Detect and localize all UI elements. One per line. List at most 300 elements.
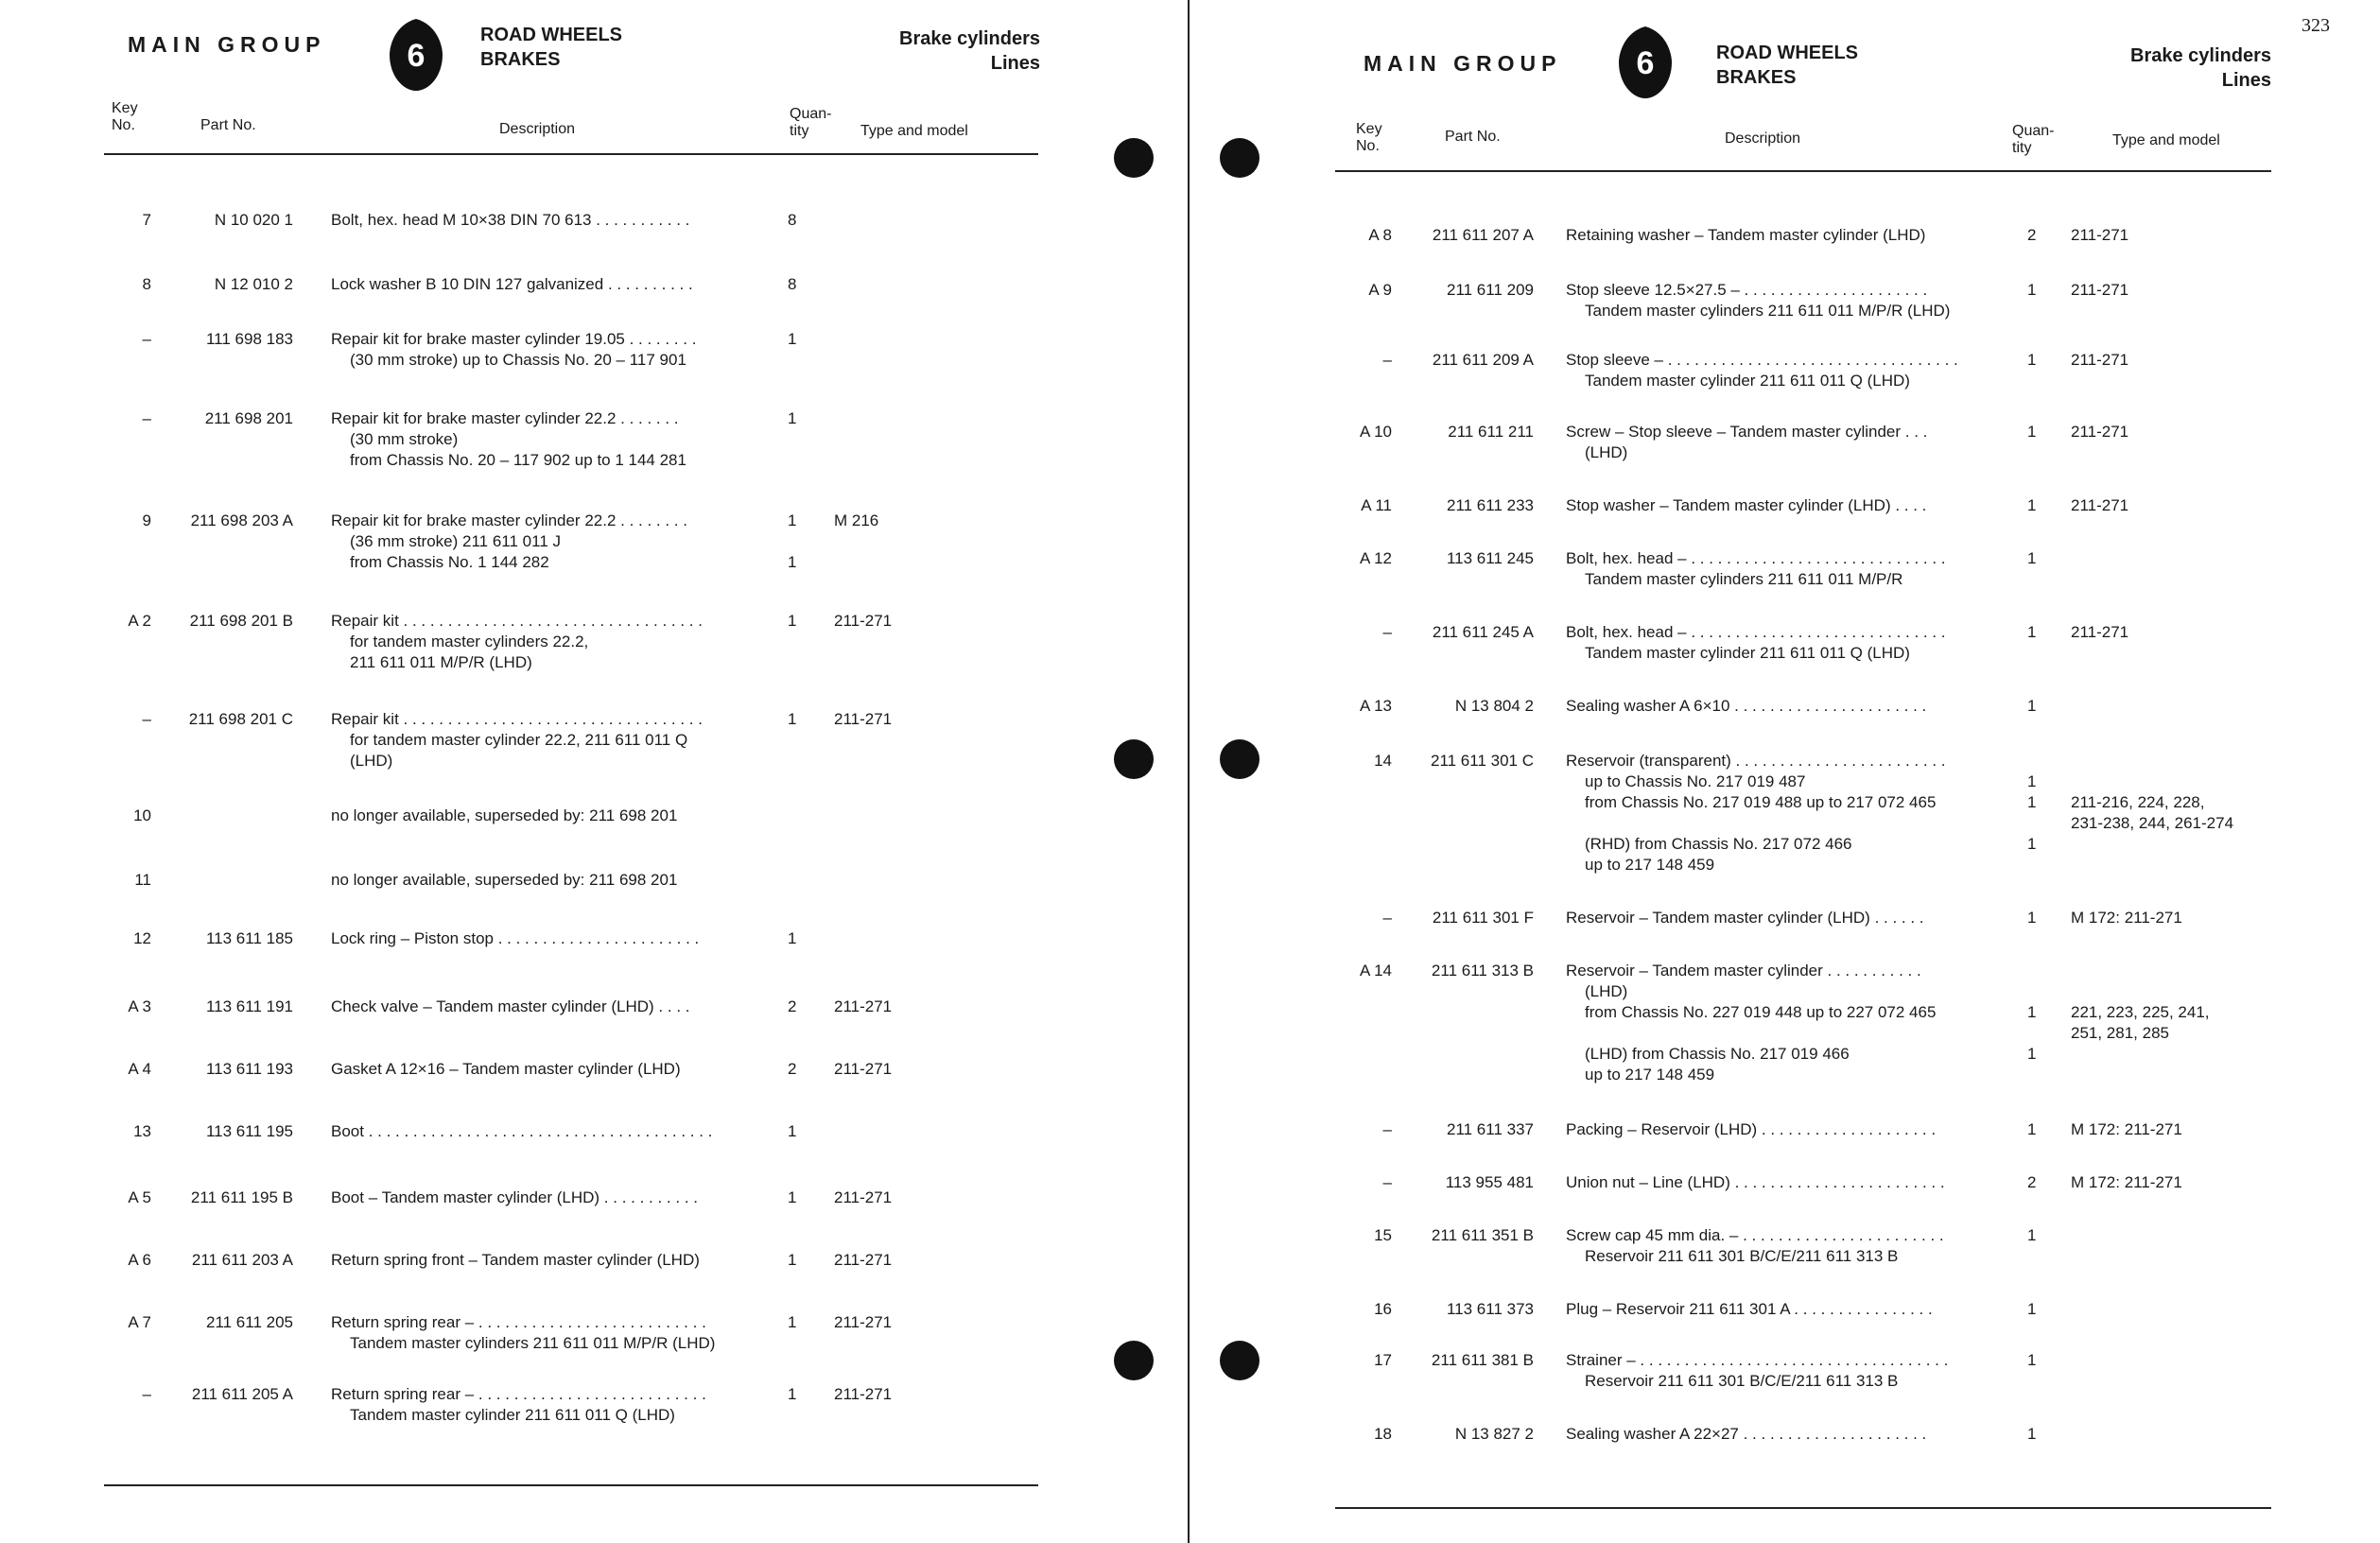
binder-hole bbox=[1114, 138, 1154, 178]
quantity bbox=[788, 1188, 796, 1208]
quantity bbox=[2027, 908, 2036, 928]
description-line: (RHD) from Chassis No. 217 072 466 bbox=[1585, 835, 1852, 853]
type-model bbox=[2071, 225, 2128, 246]
description-line: Tandem master cylinder 211 611 011 Q (LHD) bbox=[1585, 644, 1910, 662]
quantity bbox=[788, 1121, 796, 1142]
quantity-line: 1 bbox=[788, 330, 797, 348]
key-number: 7 bbox=[142, 211, 151, 229]
type-model bbox=[2071, 1172, 2182, 1193]
description-line: Boot . . . . . . . . . . . . . . . . . . . . . . . . . . . . . . . . . . . . . . . bbox=[331, 1122, 713, 1140]
description-line: Repair kit for brake master cylinder 19.05 . . . . . . . . bbox=[331, 330, 697, 348]
description-line: Reservoir – Tandem master cylinder (LHD) . . . . . . bbox=[1566, 909, 1924, 927]
part-number: 211 611 195 B bbox=[190, 1188, 293, 1206]
footer-rule bbox=[1335, 1507, 2271, 1509]
col-key-line: No. bbox=[1356, 138, 1380, 154]
part-number: 113 955 481 bbox=[1445, 1173, 1534, 1191]
description-line: Screw cap 45 mm dia. – . . . . . . . . . . . . . . . . . . . . . . . bbox=[1566, 1226, 1944, 1244]
part-number: 111 698 183 bbox=[205, 330, 293, 348]
description bbox=[331, 274, 693, 295]
col-key-header bbox=[1356, 121, 1382, 155]
description-line: Screw – Stop sleeve – Tandem master cylinder . . . bbox=[1566, 423, 1928, 441]
description-line: Gasket A 12×16 – Tandem master cylinder (LHD) bbox=[331, 1060, 681, 1078]
type-model bbox=[834, 611, 892, 632]
part-number: 113 611 191 bbox=[205, 997, 293, 1015]
quantity-line: 1 bbox=[2027, 496, 2037, 514]
type-model-line: 211-271 bbox=[834, 1385, 893, 1403]
description-line bbox=[1566, 1023, 1936, 1044]
type-model-line: M 172: 211-271 bbox=[2071, 1173, 2182, 1191]
binder-hole bbox=[1114, 739, 1154, 779]
description-line: Tandem master cylinders 211 611 011 M/P/R bbox=[1585, 570, 1903, 588]
header-right-line: Lines bbox=[2221, 70, 2271, 91]
key-number: 18 bbox=[1374, 1425, 1392, 1443]
description bbox=[1566, 548, 1946, 590]
part-number: 211 698 201 C bbox=[188, 710, 293, 728]
key-number: 9 bbox=[142, 511, 151, 529]
type-model-line: M 172: 211-271 bbox=[2071, 1120, 2182, 1138]
quantity bbox=[2027, 495, 2036, 516]
quantity bbox=[788, 928, 796, 949]
description-line: (LHD) bbox=[1585, 443, 1628, 461]
description-line: Boot – Tandem master cylinder (LHD) . . . . . . . . . . . bbox=[331, 1188, 698, 1206]
description-line: Repair kit for brake master cylinder 22.2 . . . . . . . bbox=[331, 409, 679, 427]
description-line: up to 217 148 459 bbox=[1585, 856, 1715, 874]
description bbox=[1566, 1424, 1926, 1445]
description-line: Sealing washer A 22×27 . . . . . . . . . . . . . . . . . . . . . bbox=[1566, 1425, 1927, 1443]
col-qty-line: tity bbox=[2012, 140, 2032, 156]
quantity bbox=[788, 329, 796, 350]
description-line: Packing – Reservoir (LHD) . . . . . . . . . . . . . . . . . . . . bbox=[1566, 1120, 1937, 1138]
description bbox=[1566, 1299, 1933, 1320]
type-model-line: 231-238, 244, 261-274 bbox=[2071, 814, 2234, 832]
description-line: Reservoir 211 611 301 B/C/E/211 611 313 B bbox=[1585, 1372, 1899, 1390]
left-page bbox=[0, 0, 1173, 1543]
type-model bbox=[2071, 751, 2233, 876]
quantity bbox=[2027, 225, 2036, 246]
group-number-badge bbox=[388, 17, 444, 93]
type-model bbox=[834, 709, 892, 730]
key-number: 13 bbox=[133, 1122, 151, 1140]
description-line: Tandem master cylinder 211 611 011 Q (LHD) bbox=[350, 1406, 675, 1424]
type-model-line: M 216 bbox=[834, 511, 879, 529]
header-subtitle bbox=[480, 23, 622, 72]
quantity bbox=[788, 1384, 796, 1405]
quantity-line: 1 bbox=[2027, 623, 2037, 641]
type-model-line bbox=[2071, 855, 2233, 876]
description bbox=[1566, 225, 1925, 246]
quantity bbox=[2027, 280, 2036, 301]
key-number: 10 bbox=[133, 806, 151, 824]
description-line: (LHD) from Chassis No. 217 019 466 bbox=[1585, 1045, 1850, 1063]
col-key-header bbox=[112, 100, 138, 134]
description bbox=[331, 806, 677, 826]
key-number: A 3 bbox=[128, 997, 151, 1015]
type-model bbox=[834, 1059, 892, 1080]
description-line: for tandem master cylinder 22.2, 211 611 011 Q bbox=[350, 731, 688, 749]
quantity bbox=[2027, 350, 2036, 371]
description bbox=[331, 511, 687, 573]
description bbox=[1566, 1172, 1945, 1193]
quantity-line bbox=[2027, 1065, 2036, 1085]
quantity bbox=[788, 1250, 796, 1271]
key-number: 11 bbox=[134, 871, 151, 889]
header-subtitle bbox=[1716, 41, 1858, 90]
part-number: 211 611 301 F bbox=[1432, 909, 1534, 927]
part-number: N 13 804 2 bbox=[1454, 697, 1534, 715]
type-model-line bbox=[2071, 772, 2233, 792]
quantity bbox=[788, 274, 796, 295]
type-model-line: 211-271 bbox=[834, 710, 893, 728]
main-group-title: MAIN GROUP bbox=[1364, 51, 1562, 76]
quantity-line bbox=[788, 531, 796, 552]
key-number: 8 bbox=[142, 275, 151, 293]
type-model-line: 211-271 bbox=[2071, 623, 2129, 641]
header-subtitle-line: BRAKES bbox=[1716, 67, 1797, 88]
key-number: 14 bbox=[1374, 752, 1392, 770]
quantity-line: 1 bbox=[2027, 772, 2037, 790]
part-number: 113 611 193 bbox=[205, 1060, 293, 1078]
type-model-line: 211-271 bbox=[834, 1251, 893, 1269]
quantity-line: 1 bbox=[788, 1251, 797, 1269]
description-line: Strainer – . . . . . . . . . . . . . . . . . . . . . . . . . . . . . . . . . . . bbox=[1566, 1351, 1949, 1369]
part-number: 211 611 203 A bbox=[191, 1251, 293, 1269]
key-number: A 8 bbox=[1368, 226, 1392, 244]
quantity-line bbox=[2027, 855, 2036, 876]
type-model-line bbox=[2071, 1044, 2210, 1065]
description-line: from Chassis No. 20 – 117 902 up to 1 144 281 bbox=[350, 451, 686, 469]
description bbox=[331, 928, 699, 949]
part-number: 211 698 201 B bbox=[189, 612, 293, 630]
quantity-line: 1 bbox=[2027, 1045, 2037, 1063]
quantity-line: 1 bbox=[788, 612, 797, 630]
key-number: 16 bbox=[1374, 1300, 1392, 1318]
description-line: Bolt, hex. head M 10×38 DIN 70 613 . . . . . . . . . . . bbox=[331, 211, 690, 229]
description bbox=[1566, 908, 1924, 928]
quantity bbox=[2027, 1424, 2036, 1445]
col-qty-line: Quan- bbox=[2012, 123, 2055, 139]
part-number: N 13 827 2 bbox=[1454, 1425, 1534, 1443]
col-desc-header: Description bbox=[1725, 130, 1801, 147]
page-number: 323 bbox=[2302, 15, 2330, 36]
description-line: Retaining washer – Tandem master cylinder (LHD) bbox=[1566, 226, 1926, 244]
type-model bbox=[834, 1312, 892, 1333]
type-model bbox=[834, 997, 892, 1017]
description bbox=[331, 611, 703, 673]
quantity-line: 1 bbox=[788, 409, 797, 427]
quantity-line: 2 bbox=[788, 1060, 797, 1078]
col-key-line: Key bbox=[1356, 121, 1382, 137]
header-right-line: Lines bbox=[990, 53, 1040, 74]
quantity-line: 1 bbox=[2027, 281, 2037, 299]
part-number: N 12 010 2 bbox=[214, 275, 293, 293]
quantity-line: 1 bbox=[788, 1188, 797, 1206]
quantity bbox=[2027, 1299, 2036, 1320]
key-number: – bbox=[1382, 909, 1392, 927]
quantity bbox=[2027, 1172, 2036, 1193]
type-model-line: 211-271 bbox=[834, 1313, 893, 1331]
description bbox=[1566, 961, 1936, 1085]
quantity-line: 1 bbox=[2027, 1120, 2037, 1138]
quantity bbox=[2027, 422, 2036, 442]
key-number: – bbox=[142, 409, 151, 427]
description bbox=[331, 709, 703, 772]
type-model-line: 251, 281, 285 bbox=[2071, 1024, 2169, 1042]
type-model-line: 211-271 bbox=[2071, 281, 2129, 299]
part-number: 211 611 209 bbox=[1446, 281, 1534, 299]
quantity-line bbox=[2027, 981, 2036, 1002]
type-model bbox=[834, 1384, 892, 1405]
description-line: Check valve – Tandem master cylinder (LHD) . . . . bbox=[331, 997, 690, 1015]
description-line: Tandem master cylinders 211 611 011 M/P/R (LHD) bbox=[1585, 302, 1951, 320]
description-line: Sealing washer A 6×10 . . . . . . . . . . . . . . . . . . . . . . bbox=[1566, 697, 1927, 715]
part-number: 211 611 233 bbox=[1446, 496, 1534, 514]
description-line: Reservoir (transparent) . . . . . . . . . . . . . . . . . . . . . . . . bbox=[1566, 752, 1946, 770]
quantity-line: 1 bbox=[788, 929, 797, 947]
col-part-header: Part No. bbox=[1445, 129, 1501, 145]
type-model-line: 211-271 bbox=[2071, 226, 2129, 244]
header-right bbox=[832, 26, 1040, 76]
col-type-header: Type and model bbox=[860, 123, 968, 139]
type-model-line bbox=[2071, 981, 2210, 1002]
part-number: 211 611 301 C bbox=[1430, 752, 1534, 770]
key-number: A 6 bbox=[128, 1251, 151, 1269]
quantity bbox=[788, 611, 796, 632]
type-model-line: 211-271 bbox=[834, 997, 893, 1015]
header-right-line: Brake cylinders bbox=[899, 28, 1040, 49]
quantity-line: 1 bbox=[2027, 423, 2037, 441]
description-line: Stop sleeve 12.5×27.5 – . . . . . . . . . . . . . . . . . . . . . bbox=[1566, 281, 1928, 299]
description bbox=[331, 1250, 700, 1271]
quantity bbox=[2027, 961, 2036, 1085]
part-number: 211 611 205 bbox=[205, 1313, 293, 1331]
quantity-line: 1 bbox=[2027, 909, 2037, 927]
quantity-line: 2 bbox=[2027, 226, 2037, 244]
part-number: 113 611 373 bbox=[1446, 1300, 1534, 1318]
description bbox=[331, 1188, 698, 1208]
description-line: (36 mm stroke) 211 611 011 J bbox=[350, 532, 561, 550]
key-number: A 12 bbox=[1359, 549, 1392, 567]
description bbox=[331, 1384, 706, 1426]
quantity-line: 1 bbox=[2027, 697, 2037, 715]
description-line: Return spring rear – . . . . . . . . . . . . . . . . . . . . . . . . . . bbox=[331, 1313, 706, 1331]
description bbox=[1566, 1350, 1948, 1392]
type-model-line bbox=[2071, 1065, 2210, 1085]
description bbox=[1566, 751, 1946, 876]
description-line: Tandem master cylinders 211 611 011 M/P/R (LHD) bbox=[350, 1334, 716, 1352]
quantity-line: 1 bbox=[2027, 1351, 2037, 1369]
quantity bbox=[788, 408, 796, 429]
group-number: 6 bbox=[1636, 45, 1655, 81]
quantity-line: 8 bbox=[788, 275, 797, 293]
col-qty-header bbox=[790, 106, 831, 140]
description-line: Lock ring – Piston stop . . . . . . . . . . . . . . . . . . . . . . . bbox=[331, 929, 700, 947]
description-line: (LHD) bbox=[350, 752, 393, 770]
type-model bbox=[2071, 908, 2182, 928]
header-subtitle-line: ROAD WHEELS bbox=[480, 25, 622, 45]
description-line bbox=[1566, 813, 1946, 834]
description bbox=[331, 210, 689, 231]
description-line: Stop washer – Tandem master cylinder (LHD) . . . . bbox=[1566, 496, 1927, 514]
description-line: Return spring rear – . . . . . . . . . . . . . . . . . . . . . . . . . . bbox=[331, 1385, 706, 1403]
quantity bbox=[2027, 1350, 2036, 1371]
main-group-title: MAIN GROUP bbox=[128, 32, 326, 57]
key-number: – bbox=[142, 710, 151, 728]
type-model bbox=[2071, 422, 2128, 442]
description-line: (LHD) bbox=[1585, 982, 1628, 1000]
type-model-line: 211-271 bbox=[2071, 423, 2129, 441]
description bbox=[1566, 1225, 1944, 1267]
quantity bbox=[788, 511, 796, 573]
description-line: Union nut – Line (LHD) . . . . . . . . . . . . . . . . . . . . . . . . bbox=[1566, 1173, 1945, 1191]
part-number: 211 611 381 B bbox=[1431, 1351, 1534, 1369]
type-model bbox=[2071, 622, 2128, 643]
type-model-line: 221, 223, 225, 241, bbox=[2071, 1003, 2210, 1021]
type-model-line: 211-271 bbox=[2071, 496, 2129, 514]
col-type-header: Type and model bbox=[2112, 132, 2220, 148]
description-line: from Chassis No. 217 019 488 up to 217 072 465 bbox=[1585, 793, 1937, 811]
description-line: from Chassis No. 227 019 448 up to 227 072 465 bbox=[1585, 1003, 1937, 1021]
header-rule bbox=[104, 153, 1038, 155]
part-number: 211 611 209 A bbox=[1432, 351, 1534, 369]
header-right bbox=[2063, 43, 2271, 93]
key-number: A 5 bbox=[128, 1188, 151, 1206]
description bbox=[1566, 422, 1927, 463]
part-number: 211 611 337 bbox=[1446, 1120, 1534, 1138]
header-rule bbox=[1335, 170, 2271, 172]
part-number: 211 611 207 A bbox=[1432, 226, 1534, 244]
type-model bbox=[2071, 350, 2128, 371]
description-line: up to Chassis No. 217 019 487 bbox=[1585, 772, 1806, 790]
quantity bbox=[788, 210, 796, 231]
key-number: A 2 bbox=[128, 612, 151, 630]
quantity-line: 1 bbox=[2027, 1300, 2037, 1318]
type-model bbox=[2071, 961, 2210, 1085]
description-line: Bolt, hex. head – . . . . . . . . . . . . . . . . . . . . . . . . . . . . . bbox=[1566, 623, 1946, 641]
key-number: 12 bbox=[133, 929, 151, 947]
key-number: A 7 bbox=[128, 1313, 151, 1331]
description-line: Bolt, hex. head – . . . . . . . . . . . . . . . . . . . . . . . . . . . . . bbox=[1566, 549, 1946, 567]
description-line: Stop sleeve – . . . . . . . . . . . . . . . . . . . . . . . . . . . . . . . . . bbox=[1566, 351, 1958, 369]
type-model-line: 211-216, 224, 228, bbox=[2071, 793, 2205, 811]
description-line: Reservoir – Tandem master cylinder . . . . . . . . . . . bbox=[1566, 962, 1921, 980]
part-number: 211 611 313 B bbox=[1431, 962, 1534, 980]
quantity-line: 1 bbox=[2027, 793, 2037, 811]
col-desc-header: Description bbox=[499, 121, 576, 137]
type-model bbox=[834, 1188, 892, 1208]
quantity-line: 1 bbox=[2027, 1226, 2037, 1244]
key-number: 17 bbox=[1374, 1351, 1392, 1369]
col-part-header: Part No. bbox=[200, 117, 256, 133]
description-line: Repair kit . . . . . . . . . . . . . . . . . . . . . . . . . . . . . . . . . . bbox=[331, 612, 703, 630]
quantity-line: 1 bbox=[788, 1313, 797, 1331]
quantity-line: 1 bbox=[788, 553, 797, 571]
key-number: – bbox=[1382, 1120, 1392, 1138]
key-number: A 14 bbox=[1359, 962, 1392, 980]
description bbox=[331, 997, 690, 1017]
part-number: 211 611 245 A bbox=[1432, 623, 1534, 641]
quantity-line bbox=[2027, 961, 2036, 981]
description bbox=[331, 408, 686, 471]
footer-rule bbox=[104, 1484, 1038, 1486]
description bbox=[1566, 280, 1950, 321]
quantity-line: 1 bbox=[788, 1385, 797, 1403]
col-key-line: No. bbox=[112, 117, 135, 133]
description-line: Reservoir 211 611 301 B/C/E/211 611 313 B bbox=[1585, 1247, 1899, 1265]
part-number: N 10 020 1 bbox=[214, 211, 293, 229]
quantity bbox=[788, 997, 796, 1017]
description-line: up to 217 148 459 bbox=[1585, 1066, 1715, 1084]
description-line: Repair kit . . . . . . . . . . . . . . . . . . . . . . . . . . . . . . . . . . bbox=[331, 710, 703, 728]
description-line: Repair kit for brake master cylinder 22.2 . . . . . . . . bbox=[331, 511, 687, 529]
description-line: 211 611 011 M/P/R (LHD) bbox=[350, 653, 532, 671]
quantity bbox=[2027, 1225, 2036, 1246]
type-model-line bbox=[2071, 961, 2210, 981]
quantity-line: 1 bbox=[2027, 1425, 2037, 1443]
header-subtitle-line: BRAKES bbox=[480, 49, 561, 70]
group-number-badge bbox=[1617, 25, 1674, 100]
part-number: 113 611 185 bbox=[205, 929, 293, 947]
quantity bbox=[788, 709, 796, 730]
description bbox=[1566, 495, 1926, 516]
quantity-line: 8 bbox=[788, 211, 797, 229]
description bbox=[1566, 350, 1958, 391]
header-right-line: Brake cylinders bbox=[2130, 45, 2271, 66]
group-number: 6 bbox=[407, 38, 426, 74]
description-line: for tandem master cylinders 22.2, bbox=[350, 633, 589, 650]
quantity-line: 2 bbox=[788, 997, 797, 1015]
quantity bbox=[788, 1312, 796, 1333]
quantity-line: 1 bbox=[788, 710, 797, 728]
description bbox=[1566, 696, 1926, 717]
key-number: – bbox=[142, 1385, 151, 1403]
key-number: A 13 bbox=[1359, 697, 1392, 715]
quantity-line: 1 bbox=[2027, 1003, 2037, 1021]
quantity-line: 1 bbox=[788, 511, 797, 529]
type-model-line: M 172: 211-271 bbox=[2071, 909, 2182, 927]
type-model-line: 211-271 bbox=[834, 1060, 893, 1078]
type-model-line: 211-271 bbox=[834, 1188, 893, 1206]
header-subtitle-line: ROAD WHEELS bbox=[1716, 43, 1858, 63]
quantity bbox=[2027, 622, 2036, 643]
description bbox=[1566, 622, 1946, 664]
key-number: – bbox=[1382, 351, 1392, 369]
col-key-line: Key bbox=[112, 100, 138, 116]
type-model-line: 211-271 bbox=[2071, 351, 2129, 369]
part-number: 113 611 245 bbox=[1446, 549, 1534, 567]
part-number: 113 611 195 bbox=[205, 1122, 293, 1140]
type-model bbox=[834, 1250, 892, 1271]
key-number: A 9 bbox=[1368, 281, 1392, 299]
description bbox=[331, 329, 696, 371]
description-line: Plug – Reservoir 211 611 301 A . . . . . . . . . . . . . . . . bbox=[1566, 1300, 1933, 1318]
description bbox=[331, 1059, 681, 1080]
part-number: 211 698 203 A bbox=[190, 511, 293, 529]
type-model-line: 211-271 bbox=[834, 612, 893, 630]
quantity-line: 1 bbox=[2027, 351, 2037, 369]
type-model bbox=[834, 511, 878, 531]
key-number: – bbox=[142, 330, 151, 348]
description-line: from Chassis No. 1 144 282 bbox=[350, 553, 549, 571]
key-number: A 11 bbox=[1361, 496, 1392, 514]
type-model bbox=[2071, 280, 2128, 301]
description-line: (30 mm stroke) bbox=[350, 430, 459, 448]
quantity bbox=[2027, 1119, 2036, 1140]
right-page bbox=[1193, 0, 2366, 1543]
page-divider bbox=[1188, 0, 1190, 1543]
quantity-line bbox=[2027, 813, 2036, 834]
key-number: – bbox=[1382, 1173, 1392, 1191]
quantity-line bbox=[2027, 751, 2036, 772]
